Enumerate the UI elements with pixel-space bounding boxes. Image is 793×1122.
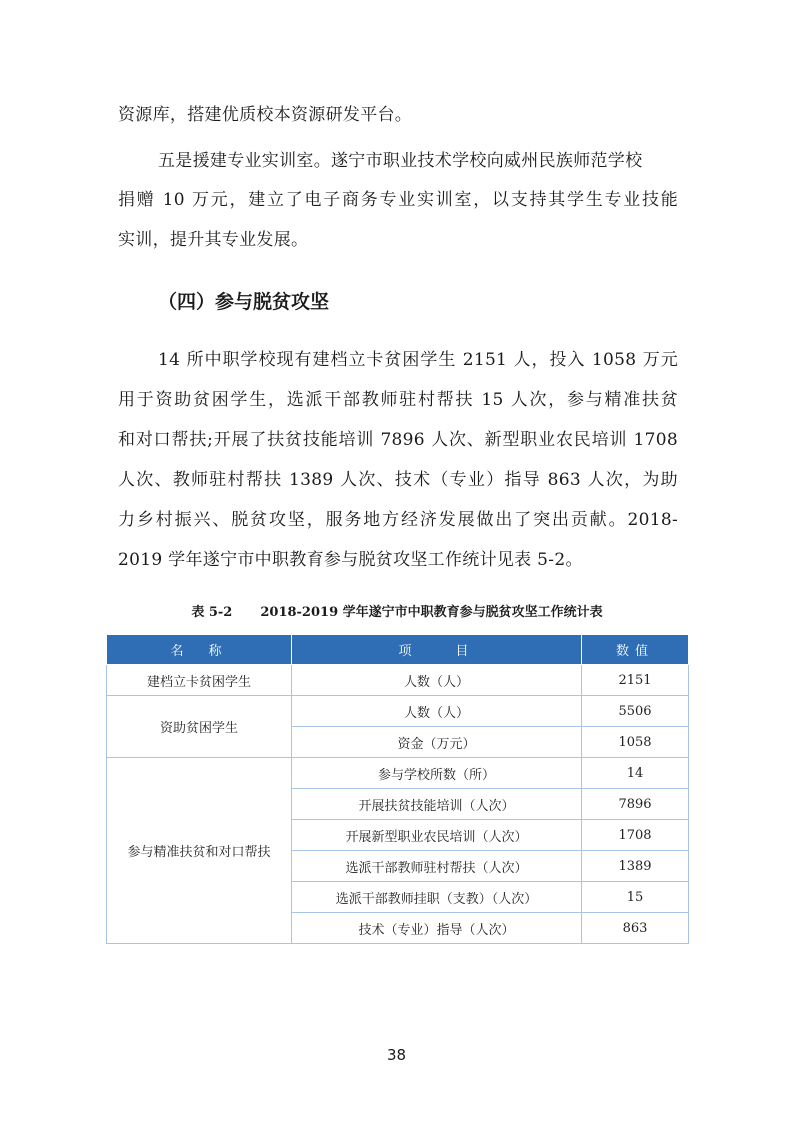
table-caption — [106, 601, 688, 620]
item-cell: 选派干部教师挂职（支教）（人次） — [292, 882, 582, 913]
item-cell: 人数（人） — [292, 665, 582, 696]
table-row — [107, 665, 689, 696]
table-row — [107, 758, 689, 789]
value-cell: 15 — [582, 882, 689, 913]
section-heading: （四）参与脱贫攻坚 — [158, 291, 330, 313]
value-cell: 863 — [582, 913, 689, 944]
item-cell: 人数（人） — [292, 696, 582, 727]
table-caption-title: 2018-2019 学年遂宁市中职教育参与脱贫攻坚工作统计表 — [260, 605, 603, 620]
paragraph-line: 捐赠 10 万元，建立了电子商务专业实训室，以支持其学生专业技能 — [118, 190, 678, 210]
value-cell: 1708 — [582, 820, 689, 851]
group-name: 资助贫困学生 — [107, 696, 292, 758]
paragraph-line: 2019 学年遂宁市中职教育参与脱贫攻坚工作统计见表 5-2。 — [118, 550, 583, 570]
page-number: 38 — [386, 1046, 407, 1064]
group-name: 参与精准扶贫和对口帮扶 — [107, 758, 292, 944]
stats-table — [106, 634, 689, 944]
paragraph-line: 力乡村振兴、脱贫攻坚，服务地方经济发展做出了突出贡献。2018- — [118, 510, 678, 530]
group-name: 建档立卡贫困学生 — [107, 665, 292, 696]
paragraph-line: 和对口帮扶;开展了扶贫技能培训 7896 人次、新型职业农民培训 1708 — [118, 430, 678, 450]
value-cell: 2151 — [582, 665, 689, 696]
value-cell: 1058 — [582, 727, 689, 758]
paragraph-line: 人次、教师驻村帮扶 1389 人次、技术（专业）指导 863 人次，为助 — [118, 470, 678, 490]
table-row — [107, 696, 689, 727]
header-name: 名 称 — [107, 635, 292, 665]
item-cell: 技术（专业）指导（人次） — [292, 913, 582, 944]
value-cell: 7896 — [582, 789, 689, 820]
paragraph-line: 14 所中职学校现有建档立卡贫困学生 2151 人，投入 1058 万元 — [158, 350, 678, 370]
header-value: 数值 — [582, 635, 689, 665]
table-header-row — [107, 635, 689, 665]
paragraph-line: 五是援建专业实训室。遂宁市职业技术学校向威州民族师范学校 — [158, 151, 643, 171]
item-cell: 开展扶贫技能培训（人次） — [292, 789, 582, 820]
table-caption-number: 表 5-2 — [191, 605, 233, 620]
header-item: 项 目 — [292, 635, 582, 665]
item-cell: 参与学校所数（所） — [292, 758, 582, 789]
paragraph-line: 实训，提升其专业发展。 — [118, 230, 309, 250]
paragraph-line: 用于资助贫困学生，选派干部教师驻村帮扶 15 人次，参与精准扶贫 — [118, 390, 678, 410]
value-cell: 1389 — [582, 851, 689, 882]
value-cell: 5506 — [582, 696, 689, 727]
item-cell: 开展新型职业农民培训（人次） — [292, 820, 582, 851]
item-cell: 选派干部教师驻村帮扶（人次） — [292, 851, 582, 882]
paragraph-line: 资源库，搭建优质校本资源研发平台。 — [118, 105, 413, 125]
value-cell: 14 — [582, 758, 689, 789]
item-cell: 资金（万元） — [292, 727, 582, 758]
